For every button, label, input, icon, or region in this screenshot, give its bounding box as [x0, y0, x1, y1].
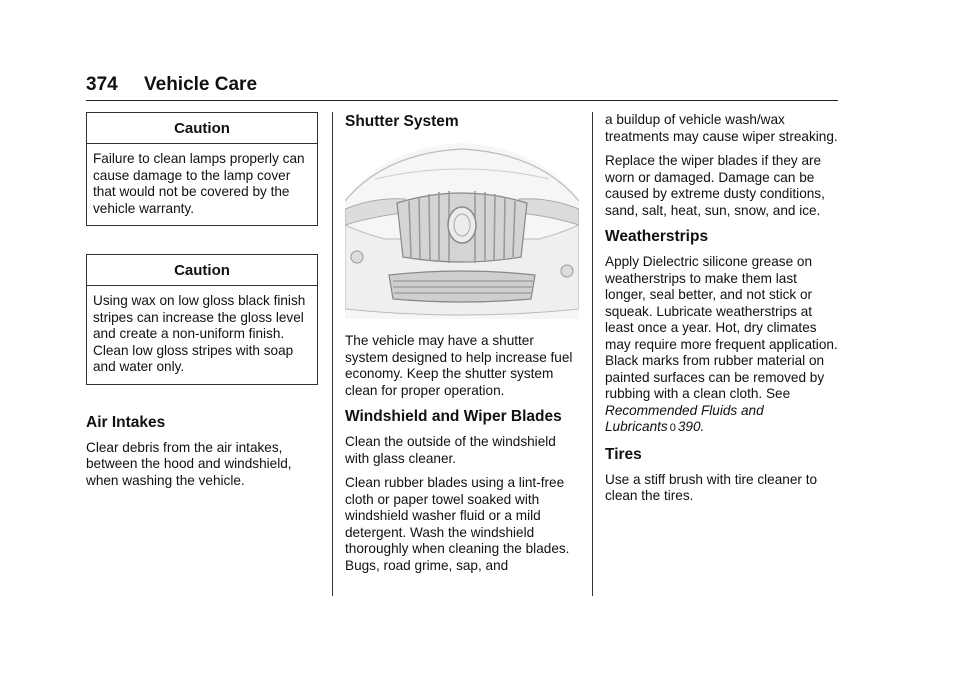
- caution-box-wax: [86, 254, 318, 385]
- page-reference-icon: 0: [669, 422, 676, 434]
- windshield-heading: Windshield and Wiper Blades: [345, 408, 562, 425]
- caution-title: Caution: [87, 113, 317, 144]
- windshield-text-2: Clean rubber blades using a lint-free cloth or paper towel soaked with windshield washer fluid or a mild detergent. Wash the windshield thoroughly when cleaning the blades. Bugs, road grime, sap, and: [345, 475, 570, 573]
- weatherstrips-heading: Weatherstrips: [605, 228, 709, 245]
- air-intakes-heading: Air Intakes: [86, 413, 166, 431]
- column-2: [345, 112, 579, 582]
- shutter-system-heading: Shutter System: [345, 113, 459, 130]
- column-divider: [332, 112, 333, 596]
- section-title: Vehicle Care: [144, 74, 258, 95]
- column-1: [86, 112, 318, 497]
- tires-text: Use a stiff brush with tire cleaner to clean the tires.: [605, 471, 818, 503]
- reference-page-number[interactable]: 390.: [677, 419, 705, 434]
- vehicle-front-grille-illustration: [345, 139, 579, 319]
- column-3: [605, 112, 840, 513]
- page-header: [86, 72, 838, 101]
- caution-box-lamps: [86, 112, 318, 226]
- column-divider: [592, 112, 593, 596]
- air-intakes-text: Clear debris from the air intakes, between the hood and windshield, when washing the vehicle.: [86, 439, 292, 488]
- page-number: 374: [86, 74, 118, 95]
- weatherstrips-text: [605, 254, 840, 437]
- caution-title: Caution: [87, 255, 317, 286]
- caution-text: Failure to clean lamps properly can cause damage to the lamp cover that would not be covered by the vehicle warranty.: [93, 151, 305, 216]
- windshield-text-1: Clean the outside of the windshield with glass cleaner.: [345, 434, 556, 466]
- windshield-text-4: Replace the wiper blades if they are worn or damaged. Damage can be caused by extreme dusty conditions, sand, salt, heat, sun, snow, and ice.: [605, 153, 825, 218]
- recommended-fluids-link[interactable]: Recommended Fluids and Lubricants: [605, 402, 764, 434]
- shutter-system-text: The vehicle may have a shutter system designed to help increase fuel economy. Keep the shutter system clean for proper operation.: [345, 333, 573, 398]
- tires-heading: Tires: [605, 445, 642, 463]
- windshield-text-3: a buildup of vehicle wash/wax treatments may cause wiper streaking.: [605, 112, 838, 144]
- weatherstrips-body: Apply Dielectric silicone grease on weatherstrips to make them last longer, seal better, and not stick or squeak. Lubricate weatherstrips at least once a year. Hot, dry climates may require more frequent application. Black marks from rubber material on painted surfaces can be removed by rubbing with a clean cloth. See: [605, 254, 838, 401]
- caution-text: Using wax on low gloss black finish stripes can increase the gloss level and create a non-uniform finish. Clean low gloss stripes with soap and water only.: [93, 293, 306, 374]
